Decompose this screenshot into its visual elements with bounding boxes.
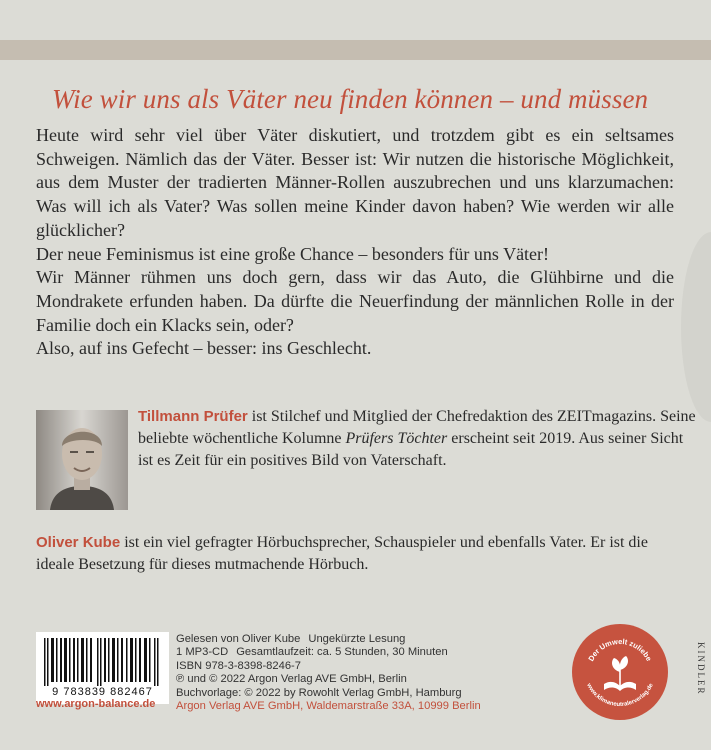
production-credits xyxy=(176,633,481,713)
format: 1 MP3-CD xyxy=(176,646,229,659)
blurb-paragraph-4: Also, auf ins Gefecht – besser: ins Geschlecht. xyxy=(36,338,372,359)
copyright: ℗ und © 2022 Argon Verlag AVE GmbH, Berlin xyxy=(176,673,407,686)
barcode-number: 9 783839 882467 xyxy=(52,686,153,698)
author-name: Tillmann Prüfer xyxy=(138,408,248,425)
svg-text:Der Umwelt zuliebe xyxy=(586,637,653,663)
isbn: ISBN 978-3-8398-8246-7 xyxy=(176,659,302,672)
author-bio-text-b: erscheint seit 2019. Aus seiner Sicht ist es Zeit für ein positives Bild von Vaterschaft. xyxy=(138,430,684,469)
seal-bottom-text: www.klimaneutralerverlag.de xyxy=(585,682,655,709)
blurb xyxy=(36,124,674,361)
barcode-bars xyxy=(44,638,161,686)
leaf-book-icon xyxy=(604,656,636,691)
top-band xyxy=(0,40,711,60)
barcode xyxy=(36,632,169,704)
runtime: Gesamtlaufzeit: ca. 5 Stunden, 30 Minuten xyxy=(236,646,448,659)
blurb-paragraph-1: Heute wird sehr viel über Väter diskutiert, und trotzdem gibt es ein seltsames Schweigen. Nämlich das der Väter. Besser ist: Wir nutzen die historische Möglichkeit, aus dem Muster der tradierten Männer-Rollen auszubrechen und uns klarzumachen: Was will ich als Vater? Was sollen meine Kinder davon haben? Wie werden wir alle glücklicher? xyxy=(36,125,674,240)
seal-top-text: Der Umwelt zuliebe xyxy=(586,636,654,663)
climate-neutral-seal xyxy=(572,624,668,720)
narrator-bio-text: ist ein viel gefragter Hörbuchsprecher, Schauspieler und ebenfalls Vater. Er ist die ideale Besetzung für dieses mutmachende Hörbuch. xyxy=(36,534,648,573)
author-photo xyxy=(36,410,128,510)
headline: Wie wir uns als Väter neu finden können – und müssen xyxy=(52,84,649,114)
publisher-imprint: KINDLER xyxy=(696,642,706,696)
book-source: Buchvorlage: © 2022 by Rowohlt Verlag GmbH, Hamburg xyxy=(176,686,462,699)
author-bio xyxy=(138,406,698,472)
read-by: Gelesen von Oliver Kube xyxy=(176,633,301,645)
blurb-paragraph-3: Wir Männer rühmen uns doch gern, dass wir das Auto, die Glühbirne und die Mondrakete erfunden haben. Da dürfte die Neuerfindung der männlichen Rolle in der Familie doch ein Klacks sein, oder? xyxy=(36,267,674,335)
website-link[interactable]: www.argon-balance.de xyxy=(36,698,156,710)
blurb-paragraph-2: Der neue Feminismus ist eine große Chance – besonders für uns Väter! xyxy=(36,243,550,264)
publisher-address: Argon Verlag AVE GmbH, Waldemarstraße 33A, 10999 Berlin xyxy=(176,700,481,713)
unabridged: Ungekürzte Lesung xyxy=(308,633,406,645)
narrator-bio xyxy=(36,532,666,576)
spine-arc xyxy=(681,232,711,422)
column-title: Prüfers Töchter xyxy=(345,430,448,447)
narrator-name: Oliver Kube xyxy=(36,534,121,551)
author-bio-text-a: ist Stilchef und Mitglied der Chefredaktion des ZEITmagazins. Seine beliebte wöchentliche Kolumne xyxy=(138,408,696,447)
